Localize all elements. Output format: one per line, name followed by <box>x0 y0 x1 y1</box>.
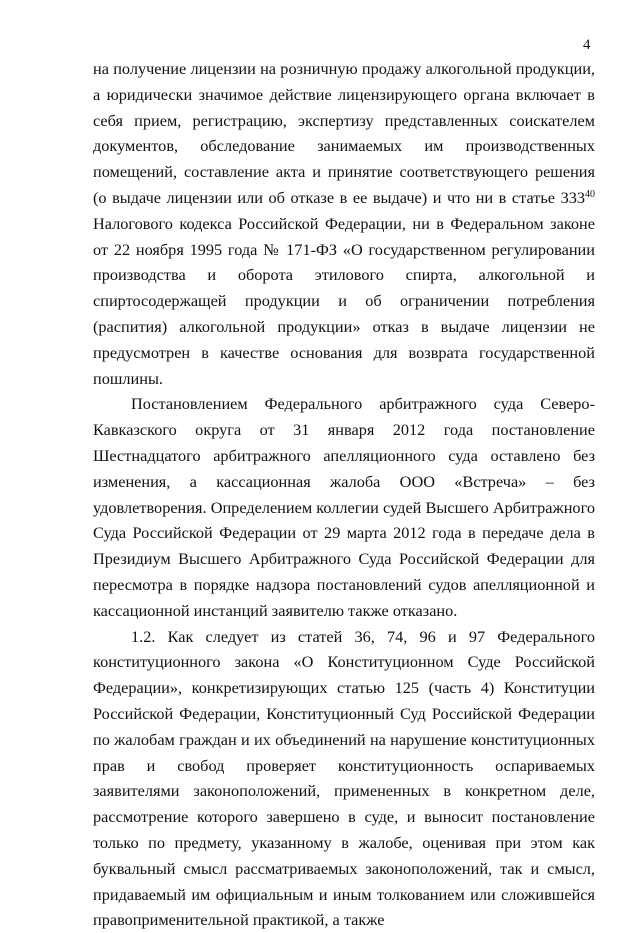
paragraph-court-rulings: Постановлением Федерального арбитражного суда Северо-Кавказского округа от 31 января 2012 года постановление Шестнадцатого арбитражного апелляционного суда оставлено без изменения, а кассационная жалоба ООО «Встреча» – без удовлетворения. Определением коллегии судей Высшего Арбитражного Суда Российской Федерации от 29 марта 2012 года в передаче дела в Президиум Высшего Арбитражного Суда Российской Федерации для пересмотра в порядке надзора постановлений судов апелляционной и кассационной инстанций заявителю также отказано. <box>93 394 595 620</box>
document-body <box>93 56 595 933</box>
paragraph-licensing-fee <box>93 56 595 391</box>
page-number: 4 <box>583 37 591 53</box>
paragraph-text-end: Налогового кодекса Российской Федерации, ни в Федеральном законе от 22 ноября 1995 года № 171-ФЗ «О государственном регулировании производства и оборота этилового спирта, алкогольной и спиртосодержащей продукции и об ограничении потребления (распития) алкогольной продукции» отказ в выдаче лицензии не предусмотрен в качестве основания для возврата государственной пошлины. <box>93 213 595 388</box>
paragraph-constitutional-review: 1.2. Как следует из статей 36, 74, 96 и 97 Федерального конституционного закона «О Конституционном Суде Российской Федерации», конкретизирующих статью 125 (часть 4) Конституции Российской Федерации, Конституционный Суд Российской Федерации по жалобам граждан и их объединений на нарушение конституционных прав и свобод проверяет конституционность оспариваемых заявителями законоположений, примененных в конкретном деле, рассмотрение которого завершено в суде, и выносит постановление только по предмету, указанному в жалобе, оценивая при этом как буквальный смысл рассматриваемых законоположений, так и смысл, придаваемый им официальным и иным толкованием или сложившейся правоприменительной практикой, а также <box>93 626 595 930</box>
paragraph-text-start: на получение лицензии на розничную продажу алкогольной продукции, а юридически значимое действие лицензирующего органа включает в себя прием, регистрацию, экспертизу представленных соискателем документов, обследование занимаемых им производственных помещений, составление акта и принятие соответствующего решения (о выдаче лицензии или об отказе в ее выдаче) и что ни в статье 333 <box>93 59 595 207</box>
article-superscript: 40 <box>585 188 595 200</box>
